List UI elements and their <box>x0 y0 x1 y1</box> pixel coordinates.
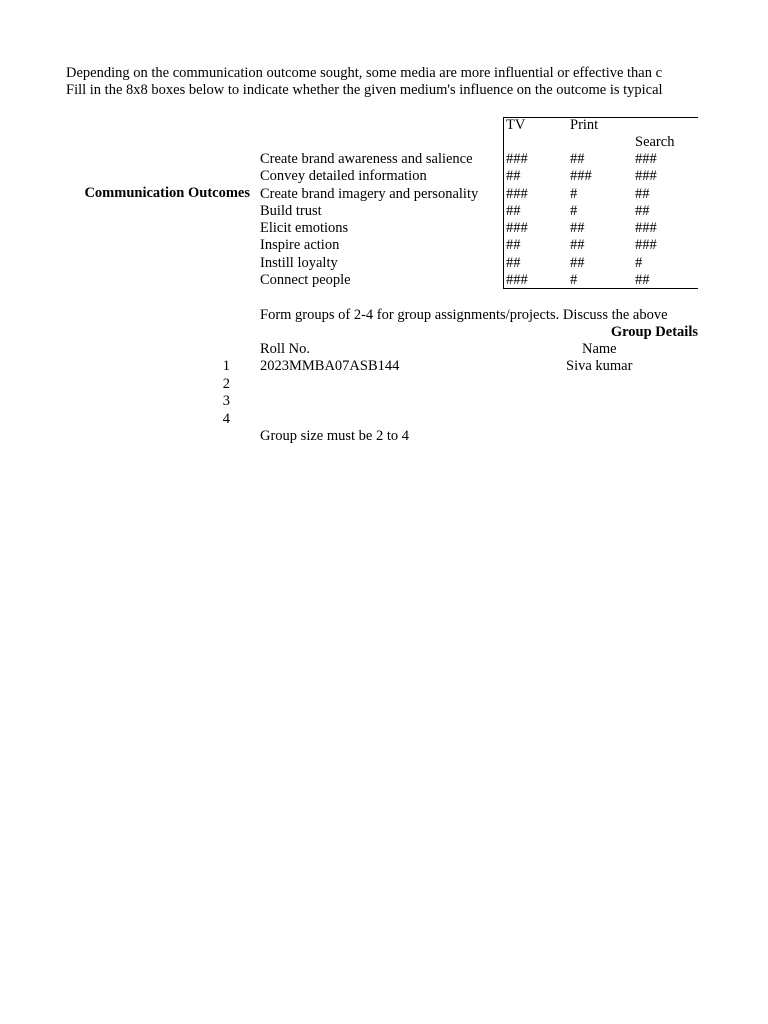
rating-cell[interactable]: ## <box>635 185 650 202</box>
matrix-left-border <box>503 117 504 289</box>
member-number: 2 <box>222 375 230 392</box>
rating-cell[interactable]: # <box>635 254 643 271</box>
rating-cell[interactable]: ## <box>506 254 521 271</box>
matrix-bottom-border <box>503 288 698 289</box>
roll-no-cell[interactable]: 2023MMBA07ASB144 <box>260 358 400 374</box>
row-group-label: Communication Outcomes <box>84 185 250 201</box>
group-size-note: Group size must be 2 to 4 <box>260 428 410 444</box>
outcome-label: Elicit emotions <box>260 220 349 236</box>
rating-cell[interactable]: ## <box>635 202 650 219</box>
outcome-label: Inspire action <box>260 237 340 254</box>
rating-cell[interactable]: # <box>570 271 578 288</box>
group-details-title: Group Details <box>610 324 698 340</box>
intro-line-2: Fill in the 8x8 boxes below to indicate whether the given medium's influence on the outcome is typical <box>66 82 663 98</box>
member-name-cell[interactable] <box>566 411 686 428</box>
group-instruction: Form groups of 2-4 for group assignments/projects. Discuss the above <box>260 307 668 323</box>
rating-cell[interactable]: ### <box>635 237 657 254</box>
rating-cell[interactable]: ## <box>570 151 585 167</box>
matrix-top-border <box>503 117 698 118</box>
rating-cell[interactable]: ### <box>506 151 528 167</box>
rating-cell[interactable]: ### <box>506 271 528 288</box>
roll-no-cell[interactable] <box>260 393 460 410</box>
outcome-label: Create brand imagery and personality <box>260 185 479 202</box>
rating-cell[interactable]: ## <box>635 271 650 288</box>
column-header-tv: TV <box>506 117 526 133</box>
outcome-label: Create brand awareness and salience <box>260 151 473 167</box>
rating-cell[interactable]: ## <box>506 237 521 254</box>
rating-cell[interactable]: # <box>570 185 578 202</box>
roll-no-cell[interactable] <box>260 411 460 428</box>
rating-cell[interactable]: ## <box>570 220 585 236</box>
rating-cell[interactable]: ### <box>635 168 657 185</box>
member-number: 3 <box>222 393 230 409</box>
rating-cell[interactable]: # <box>570 202 578 219</box>
column-header-print: Print <box>570 117 599 133</box>
outcome-label: Build trust <box>260 202 322 219</box>
rating-cell[interactable]: ## <box>506 168 521 185</box>
name-header: Name <box>582 341 617 357</box>
roll-no-cell[interactable] <box>260 376 460 393</box>
rating-cell[interactable]: ## <box>506 202 521 219</box>
member-number: 1 <box>222 358 230 374</box>
outcome-label: Connect people <box>260 271 351 288</box>
rating-cell[interactable]: ### <box>635 220 657 236</box>
rating-cell[interactable]: ### <box>635 151 657 167</box>
rating-cell[interactable]: ## <box>570 237 585 254</box>
member-number: 4 <box>222 410 230 427</box>
rating-cell[interactable]: ### <box>506 220 528 236</box>
outcome-label: Convey detailed information <box>260 168 427 185</box>
rating-cell[interactable]: ### <box>506 185 528 202</box>
column-header-search: Search <box>635 134 675 150</box>
intro-line-1: Depending on the communication outcome sought, some media are more influential or effective than c <box>66 65 663 81</box>
outcome-label: Instill loyalty <box>260 254 338 271</box>
rating-cell[interactable]: ### <box>570 168 592 185</box>
member-name-cell[interactable] <box>566 376 686 393</box>
member-name-cell[interactable]: Siva kumar <box>566 358 633 374</box>
roll-no-header: Roll No. <box>260 341 310 357</box>
rating-cell[interactable]: ## <box>570 254 585 271</box>
member-name-cell[interactable] <box>566 393 686 410</box>
